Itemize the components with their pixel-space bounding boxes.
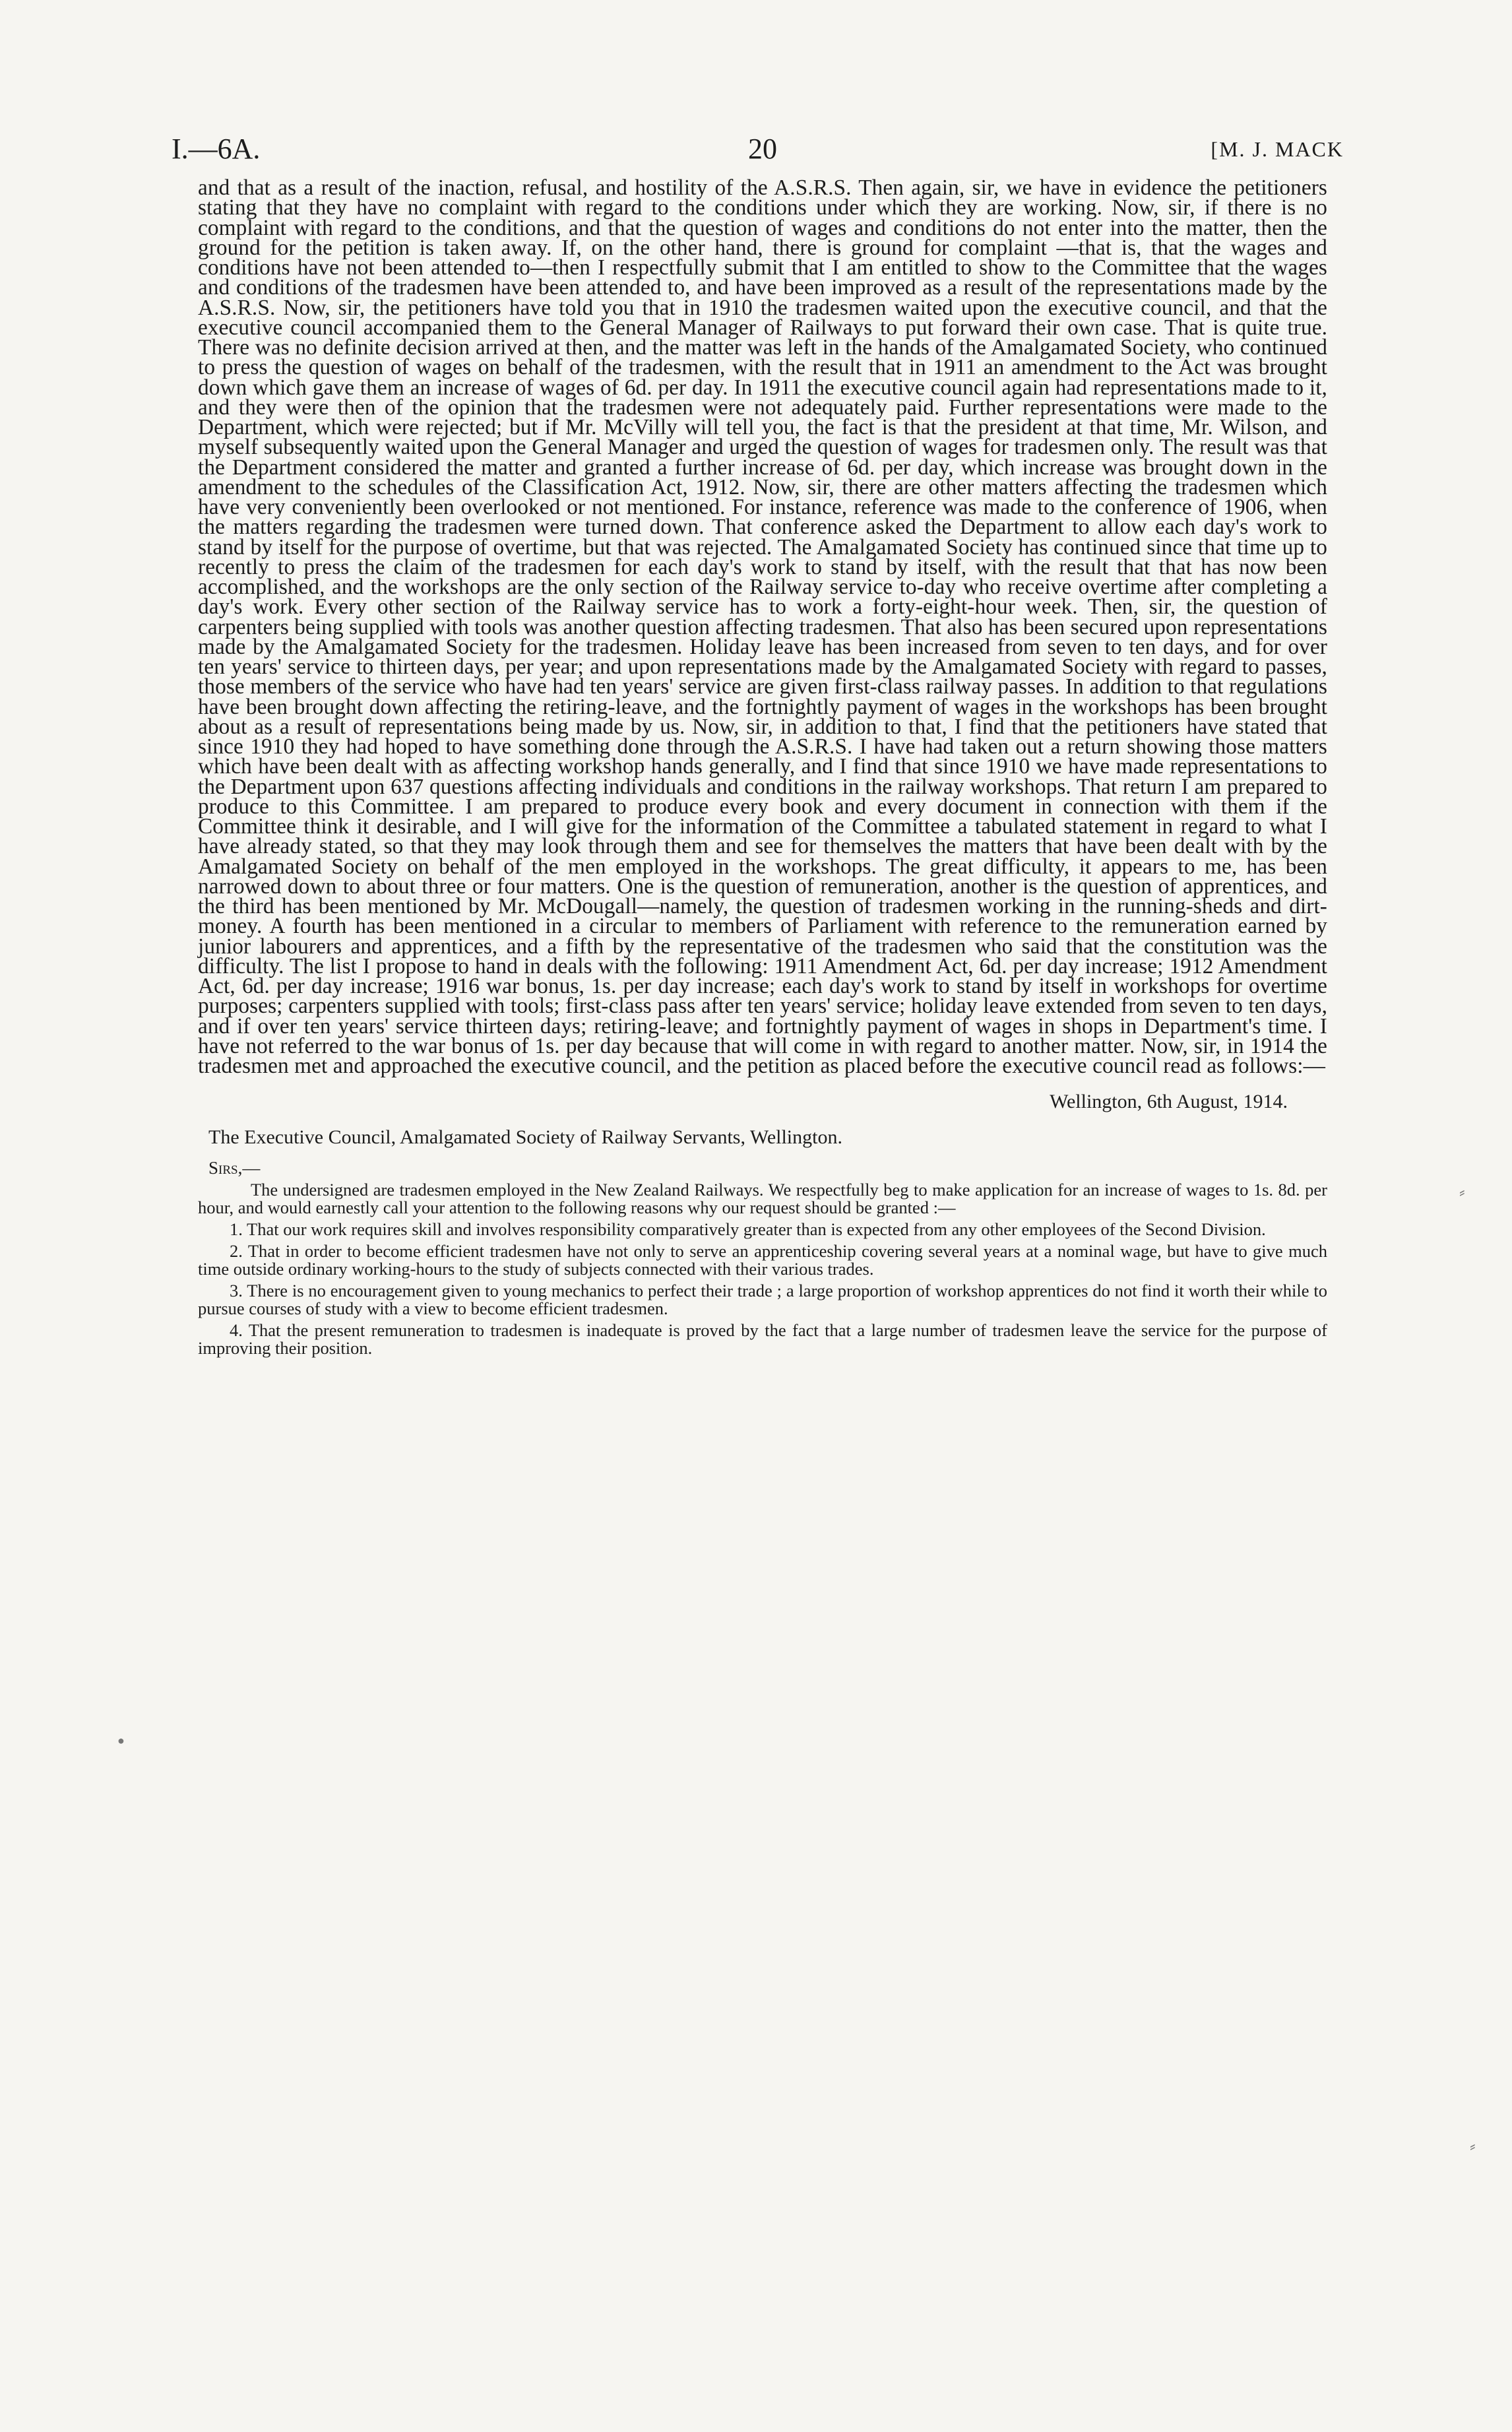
page-number: 20 (748, 133, 777, 165)
margin-mark: ⸗ (1459, 1182, 1465, 1201)
petition-item: 1. That our work requires skill and involves responsibility comparatively greater than is expected from any other employees of the Second Division. (230, 1219, 1266, 1240)
speaker-name: [M. J. MACK (1211, 137, 1344, 161)
petition-item: 4. That the present remuneration to tradesmen is inadequate is proved by the fact that a large number of tradesmen leave the service for the purpose of improving their position. (198, 1320, 1327, 1359)
petition-item: 3. There is no encouragement given to young mechanics to perfect their trade ; a large proportion of workshop apprentices do not find it worth their while to pursue courses of study with a view to become efficient tradesmen. (198, 1281, 1327, 1319)
document-reference: I.—6A. (172, 133, 261, 165)
letter-salutation: Sirs,— (208, 1158, 261, 1178)
margin-mark: ⸗ (1470, 2136, 1476, 2156)
document-page (172, 119, 1344, 1359)
letter-dateline: Wellington, 6th August, 1914. (1050, 1091, 1288, 1113)
page-header (172, 119, 1344, 178)
petition-item: 2. That in order to become efficient tradesmen have not only to serve an apprenticeship covering several years at a nominal wage, but have to give much time outside ordinary working-hours to the study of subjects connected with their various trades. (198, 1241, 1327, 1279)
margin-dot: ● (117, 1734, 125, 1747)
letter-addressee: The Executive Council, Amalgamated Society of Railway Servants, Wellington. (208, 1126, 842, 1149)
petition-intro: The undersigned are tradesmen employed in the New Zealand Railways. We respectfully beg to make application for an increase of wages to 1s. 8d. per hour, and would earnestly call your attention to the following reasons why our request should be granted :— (198, 1180, 1327, 1218)
testimony-paragraph: and that as a result of the inaction, refusal, and hostility of the A.S.R.S. Then again, sir, we have in evidence the petitioners stating that they have no complaint with regard to the conditions under which they are working. Now, sir, if there is no complaint with regard to the conditions, and that the question of wages and conditions do not enter into the matter, then the ground for the petition is taken away. If, on the other hand, there is ground for complaint —that is, that the wages and conditions have not been attended to—then I respectfully submit that I am entitled to show to the Committee that the wages and conditions of the tradesmen have been attended to, and have been improved as a result of the representations made by the A.S.R.S. Now, sir, the petitioners have told you that in 1910 the tradesmen waited upon the executive council, and that the executive council accompanied them to the General Manager of Railways to put forward their own case. That is quite true. There was no definite decision arrived at then, and the matter was left in the hands of the Amalgamated Society, who continued to press the question of wages on behalf of the tradesmen, with the result that in 1911 an amendment to the Act was brought down which gave them an increase of wages of 6d. per day. In 1911 the executive council again had representations made to it, and they were then of the opinion that the tradesmen were not adequately paid. Further representations were made to the Department, which were rejected; but if Mr. McVilly will tell you, the fact is that the president at that time, Mr. Wilson, and myself subsequently waited upon the General Manager and urged the question of wages for tradesmen only. The result was that the Department considered the matter and granted a further increase of 6d. per day, which increase was brought down in the amendment to the schedules of the Classification Act, 1912. Now, sir, there are other matters affecting the tradesmen which have very conveniently been overlooked or not mentioned. For instance, reference was made to the conference of 1906, when the matters regarding the tradesmen were turned down. That conference asked the Department to allow each day's work to stand by itself for the purpose of overtime, but that was rejected. The Amalgamated Society has continued since that time up to recently to press the claim of the tradesmen for each day's work to stand by itself, with the result that that has now been accomplished, and the workshops are the only section of the Railway service to-day who receive overtime after completing a day's work. Every other section of the Railway service has to work a forty-eight-hour week. Then, sir, the question of carpenters being supplied with tools was another question affecting tradesmen. That also has been secured upon representations made by the Amalgamated Society for the tradesmen. Holiday leave has been increased from seven to ten days, and for over ten years' service to thirteen days, per year; and upon representations made by the Amalgamated Society with regard to passes, those members of the service who have had ten years' service are given first-class railway passes. In addition to that regulations have been brought down affecting the retiring-leave, and the fortnightly payment of wages in the workshops has been brought about as a result of representations being made by us. Now, sir, in addition to that, I find that the petitioners have stated that since 1910 they had hoped to have something done through the A.S.R.S. I have had taken out a return showing those matters which have been dealt with as affecting workshop hands generally, and I find that since 1910 we have made representations to the Department upon 637 questions affecting individuals and conditions in the railway workshops. That return I am prepared to produce to this Committee. I am prepared to produce every book and every document in connection with them if the Committee think it desirable, and I will give for the information of the Committee a tabulated statement in regard to what I have already stated, so that they may look through them and see for themselves the matters that have been dealt with by the Amalgamated Society on behalf of the men employed in the workshops. The great difficulty, it appears to me, has been narrowed down to about three or four matters. One is the question of remuneration, another is the question of apprentices, and the third has been mentioned by Mr. McDougall—namely, the question of tradesmen working in the running-sheds and dirt-money. A fourth has been mentioned in a circular to members of Parliament with reference to the remuneration earned by junior labourers and apprentices, and a fifth by the representative of the tradesmen who said that the constitution was the difficulty. The list I propose to hand in deals with the following: 1911 Amendment Act, 6d. per day increase; 1912 Amendment Act, 6d. per day increase; 1916 war bonus, 1s. per day increase; each day's work to stand by itself in workshops for overtime purposes; carpenters supplied with tools; first-class pass after ten years' service; holiday leave extended from seven to ten days, and if over ten years' service thirteen days; retiring-leave; and fortnightly payment of wages in shops in Department's time. I have not referred to the war bonus of 1s. per day because that will come in with regard to another matter. Now, sir, in 1914 the tradesmen met and approached the executive council, and the petition as placed before the executive council read as follows:— (198, 176, 1327, 1078)
petition-text (198, 1181, 1327, 1357)
